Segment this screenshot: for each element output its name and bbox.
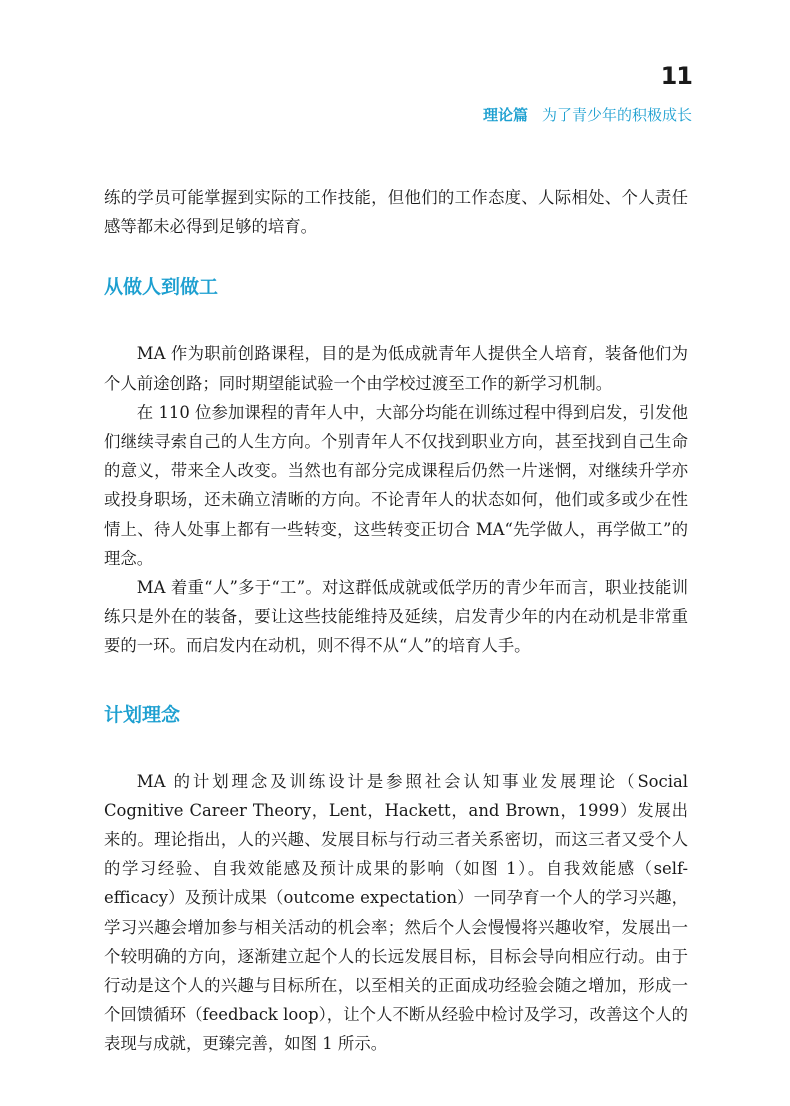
paragraph: MA 的计划理念及训练设计是参照社会认知事业发展理论（Social Cognitive Career Theory，Lent，Hackett，and Brown，1999）发展出来的。理论指出，人的兴趣、发展目标与行动三者关系密切，而这三者又受个人的学习经验、自我效能感及预计成果的影响（如图 1）。自我效能感（self-efficacy）及预计成果（outcome expectation）一同孕育一个人的学习兴趣，学习兴趣会增加参与相关活动的机会率；然后个人会慢慢将兴趣收窄，发展出一个较明确的方向，逐渐建立起个人的长远发展目标，目标会导向相应行动。由于行动是这个人的兴趣与目标所在，以至相关的正面成功经验会随之增加，形成一个回馈循环（feedback loop），让个人不断从经验中检讨及学习，改善这个人的表现与成就，更臻完善，如图 1 所示。 [104,771,688,1054]
section-heading-program-concept: 计划理念 [104,703,181,726]
paragraph: MA 着重“人”多于“工”。对这群低成就或低学历的青少年而言，职业技能训练只是外在的装备，要让这些技能维持及延续，启发青少年的内在动机是非常重要的一环。而启发内在动机，则不得不从“人”的培育人手。 [104,578,688,656]
section-heading-from-person-to-work: 从做人到做工 [104,276,219,299]
page-body [104,183,688,1059]
paragraph: 在 110 位参加课程的青年人中，大部分均能在训练过程中得到启发，引发他们继续寻索自己的人生方向。个别青年人不仅找到职业方向，甚至找到自己生命的意义，带来全人改变。当然也有部分完成课程后仍然一片迷惘，对继续升学亦或投身职场，还未确立清晰的方向。不论青年人的状态如何，他们或多或少在性情上、待人处事上都有一些转变，这些转变正切合 MA“先学做人，再学做工”的理念。 [104,402,688,568]
intro-paragraph: 练的学员可能掌握到实际的工作技能，但他们的工作态度、人际相处、个人责任感等都未必得到足够的培育。 [104,188,688,237]
running-header [483,104,692,125]
page-number: 11 [660,62,692,90]
part-label: 理论篇 [482,106,528,124]
book-title: 为了青少年的积极成长 [541,106,692,124]
paragraph: MA 作为职前创路课程，目的是为低成就青年人提供全人培育，装备他们为个人前途创路；同时期望能试验一个由学校过渡至工作的新学习机制。 [104,344,688,393]
